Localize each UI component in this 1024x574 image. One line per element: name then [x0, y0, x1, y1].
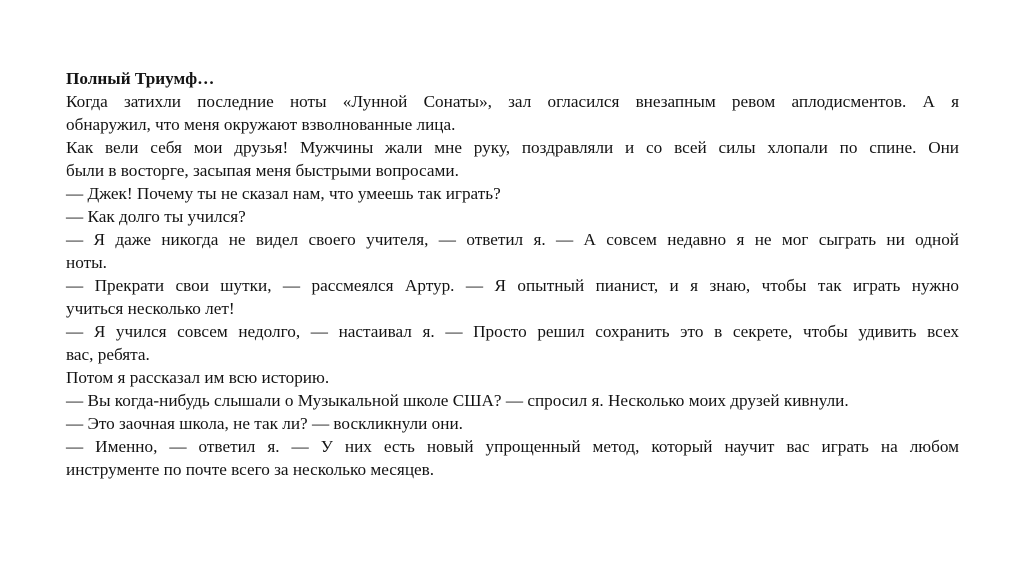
dialogue-line: — Я учился совсем недолго, — настаивал я. — Просто решил сохранить это в секрете, чтобы удивить всех [66, 322, 959, 341]
paragraph-line: были в восторге, засыпая меня быстрыми вопросами. [66, 161, 459, 180]
paragraph-line: обнаружил, что меня окружают взволнованные лица. [66, 115, 456, 134]
paragraph-line: Как вели себя мои друзья! Мужчины жали мне руку, поздравляли и со всей силы хлопали по спине. Они [66, 138, 959, 157]
dialogue-line: инструменте по почте всего за несколько месяцев. [66, 460, 435, 479]
dialogue-line: — Как долго ты учился? [66, 207, 246, 226]
dialogue-line: — Именно, — ответил я. — У них есть новый упрощенный метод, который научит вас играть на любом [66, 437, 959, 456]
story-text [66, 67, 959, 481]
dialogue-line: ноты. [66, 253, 107, 272]
dialogue-line: — Вы когда-нибудь слышали о Музыкальной школе США? — спросил я. Несколько моих друзей кивнули. [66, 391, 849, 410]
dialogue-line: — Прекрати свои шутки, — рассмеялся Артур. — Я опытный пианист, и я знаю, чтобы так играть нужно [66, 276, 959, 295]
paragraph-line: Когда затихли последние ноты «Лунной Сонаты», зал огласился внезапным ревом аплодисментов. А я [66, 92, 959, 111]
dialogue-line: учиться несколько лет! [66, 299, 235, 318]
dialogue-line: вас, ребята. [66, 345, 150, 364]
dialogue-line: — Это заочная школа, не так ли? — воскликнули они. [66, 414, 463, 433]
story-title: Полный Триумф… [66, 69, 215, 88]
dialogue-line: — Я даже никогда не видел своего учителя, — ответил я. — А совсем недавно я не мог сыграть ни одной [66, 230, 959, 249]
paragraph-line: Потом я рассказал им всю историю. [66, 368, 330, 387]
dialogue-line: — Джек! Почему ты не сказал нам, что умеешь так играть? [66, 184, 501, 203]
